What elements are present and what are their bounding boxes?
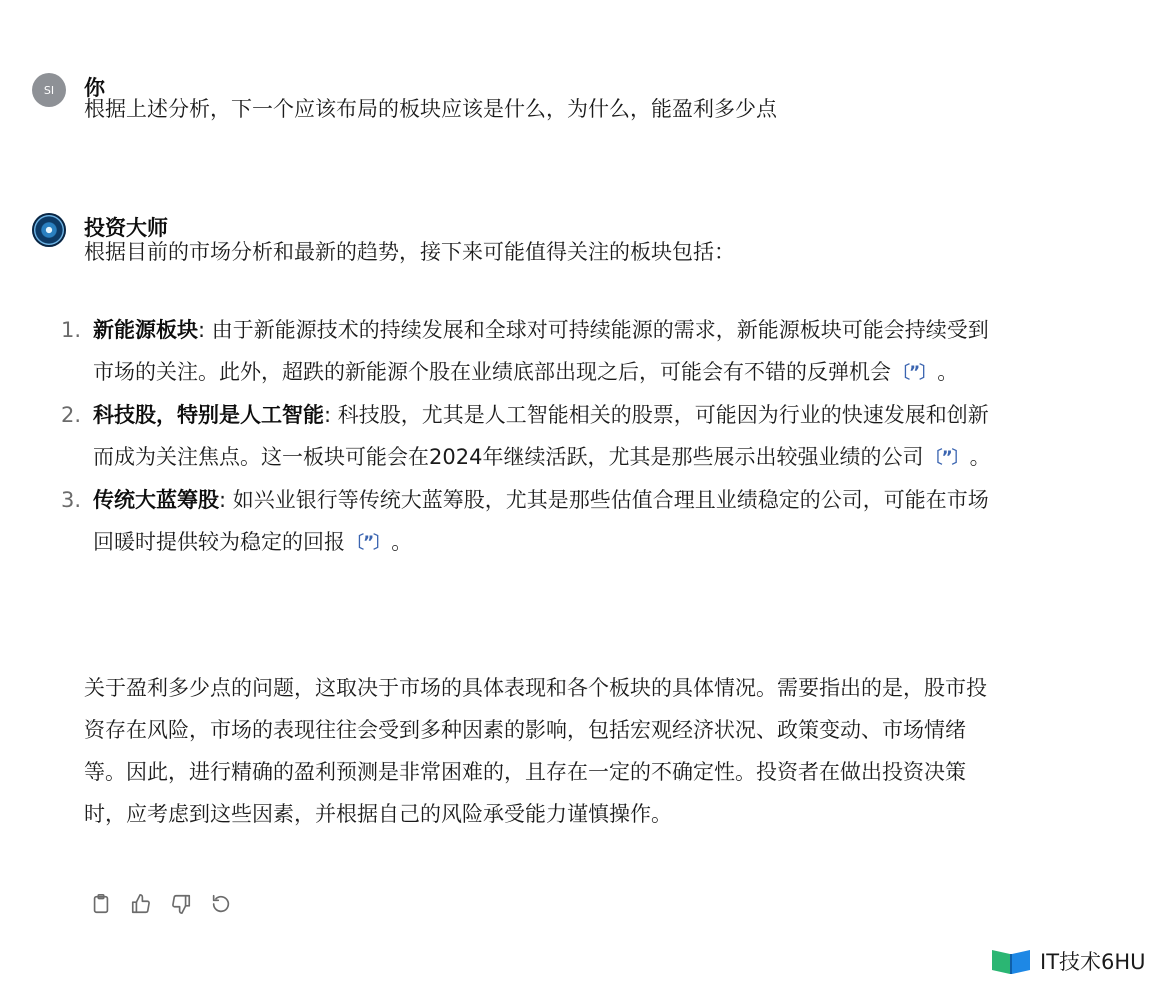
list-item-title: 新能源板块	[93, 318, 198, 342]
thumbs-down-icon	[170, 893, 192, 915]
list-item	[61, 394, 1004, 479]
sector-list	[61, 309, 1004, 564]
assistant-intro-text: 根据目前的市场分析和最新的趋势，接下来可能值得关注的板块包括：	[84, 240, 735, 264]
list-item-end: 。	[937, 360, 959, 384]
copy-icon	[90, 893, 112, 915]
citation-link[interactable]: 〔”〕	[925, 448, 968, 468]
thumbs-down-button[interactable]	[168, 891, 194, 917]
list-item-number: 3.	[61, 488, 82, 512]
list-item-end: 。	[391, 530, 413, 554]
user-avatar	[32, 73, 66, 107]
citation-link[interactable]: 〔”〕	[347, 533, 390, 553]
user-avatar-initials: SI	[43, 83, 55, 97]
watermark	[990, 946, 1146, 976]
list-item-title: 科技股，特别是人工智能	[93, 403, 324, 427]
thumbs-up-button[interactable]	[128, 891, 154, 917]
regenerate-icon	[210, 893, 232, 915]
list-item-body: : 科技股，尤其是人工智能相关的股票，可能因为行业的快速发展和创新而成为关注焦点。这一板块可能会在2024年继续活跃，尤其是那些展示出较强业绩的公司	[93, 403, 989, 469]
regenerate-button[interactable]	[208, 891, 234, 917]
user-author-name: 你	[84, 76, 105, 100]
list-item-body: : 如兴业银行等传统大蓝筹股，尤其是那些估值合理且业绩稳定的公司，可能在市场回暖时提供较为稳定的回报	[93, 488, 989, 554]
copy-button[interactable]	[88, 891, 114, 917]
watermark-text: IT技术6HU	[1040, 950, 1146, 974]
book-logo-icon	[990, 946, 1032, 976]
list-item	[61, 479, 1004, 564]
assistant-author-name: 投资大师	[84, 216, 168, 240]
list-item-number: 2.	[61, 403, 82, 427]
citation-link[interactable]: 〔”〕	[893, 363, 936, 383]
assistant-avatar	[32, 213, 66, 247]
thumbs-up-icon	[130, 893, 152, 915]
list-item	[61, 309, 1004, 394]
user-message-text: 根据上述分析，下一个应该布局的板块应该是什么，为什么，能盈利多少点	[84, 97, 777, 121]
list-item-number: 1.	[61, 318, 82, 342]
list-item-end: 。	[969, 445, 991, 469]
list-item-body: : 由于新能源技术的持续发展和全球对可持续能源的需求，新能源板块可能会持续受到市场的关注。此外，超跌的新能源个股在业绩底部出现之后，可能会有不错的反弹机会	[93, 318, 989, 384]
assistant-closing-paragraph: 关于盈利多少点的问题，这取决于市场的具体表现和各个板块的具体情况。需要指出的是，股市投资存在风险，市场的表现往往会受到多种因素的影响，包括宏观经济状况、政策变动、市场情绪等。因此，进行精确的盈利预测是非常困难的，且存在一定的不确定性。投资者在做出投资决策时，应考虑到这些因素，并根据自己的风险承受能力谨慎操作。	[84, 676, 987, 826]
message-actions	[88, 891, 234, 917]
list-item-title: 传统大蓝筹股	[93, 488, 219, 512]
